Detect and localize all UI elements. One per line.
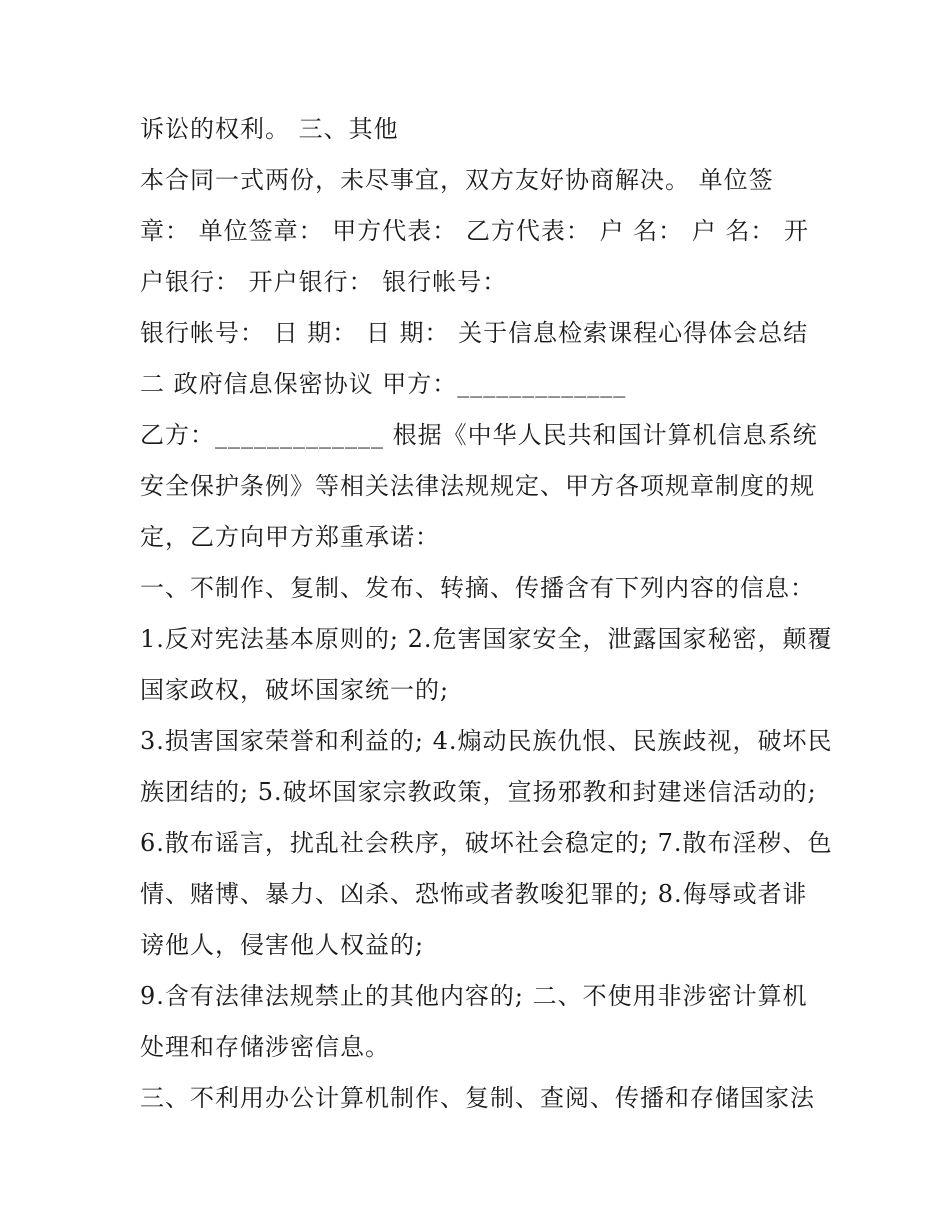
- text-line: 定，乙方向甲方郑重承诺：: [140, 523, 440, 551]
- text-line: 一、不制作、复制、发布、转摘、传播含有下列内容的信息：: [140, 574, 815, 602]
- text-line: 二 政府信息保密协议 甲方：_____________: [140, 370, 627, 398]
- text-line: 本合同一式两份，未尽事宜，双方友好协商解决。 单位签: [140, 166, 774, 194]
- text-line: 族团结的; 5.破坏国家宗教政策，宣扬邪教和封建迷信活动的;: [140, 778, 817, 806]
- text-line: 谤他人，侵害他人权益的;: [140, 931, 425, 959]
- text-line: 1.反对宪法基本原则的; 2.危害国家安全，泄露国家秘密，颠覆: [140, 625, 833, 653]
- text-line: 诉讼的权利。 三、其他: [140, 115, 399, 143]
- text-line: 三、不利用办公计算机制作、复制、查阅、传播和存储国家法: [140, 1084, 815, 1112]
- text-line: 章： 单位签章： 甲方代表： 乙方代表： 户 名： 户 名： 开: [140, 217, 810, 245]
- text-line: 6.散布谣言，扰乱社会秩序，破坏社会稳定的; 7.散布淫秽、色: [140, 829, 833, 857]
- text-line: 安全保护条例》等相关法律法规规定、甲方各项规章制度的规: [140, 472, 815, 500]
- text-line: 户银行： 开户银行： 银行帐号：: [140, 268, 508, 296]
- text-line: 国家政权，破坏国家统一的;: [140, 676, 450, 704]
- text-line: 9.含有法律法规禁止的其他内容的; 二、不使用非涉密计算机: [140, 982, 808, 1010]
- text-line: 处理和存储涉密信息。: [140, 1033, 390, 1061]
- text-line: 乙方：_____________ 根据《中华人民共和国计算机信息系统: [140, 421, 818, 449]
- text-line: 银行帐号： 日 期： 日 期： 关于信息检索课程心得体会总结: [140, 319, 809, 347]
- text-line: 情、赌博、暴力、凶杀、恐怖或者教唆犯罪的; 8.侮辱或者诽: [140, 880, 808, 908]
- text-line: 3.损害国家荣誉和利益的; 4.煽动民族仇恨、民族歧视，破坏民: [140, 727, 833, 755]
